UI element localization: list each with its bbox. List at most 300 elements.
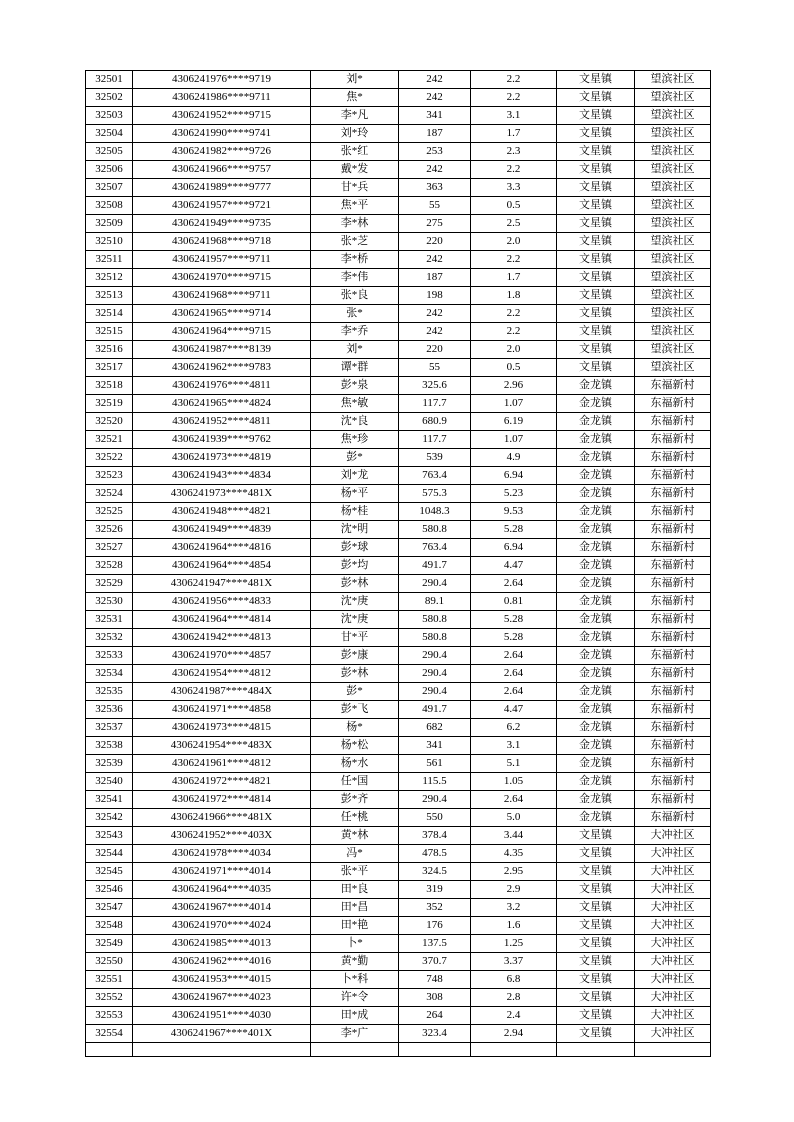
table-row	[86, 809, 711, 827]
amount-cell: 580.8	[399, 629, 471, 647]
ratio-cell: 0.5	[471, 197, 557, 215]
name-cell: 李*伟	[311, 269, 399, 287]
id-number-cell: 4306241962****4016	[133, 953, 311, 971]
amount-cell: 539	[399, 449, 471, 467]
village-cell: 望滨社区	[635, 197, 711, 215]
amount-cell: 176	[399, 917, 471, 935]
town-cell: 金龙镇	[557, 413, 635, 431]
serial-cell: 32501	[86, 71, 133, 89]
name-cell: 彭*	[311, 683, 399, 701]
town-cell: 文星镇	[557, 899, 635, 917]
id-number-cell: 4306241954****483X	[133, 737, 311, 755]
id-number-cell: 4306241967****4014	[133, 899, 311, 917]
ratio-cell: 2.95	[471, 863, 557, 881]
beneficiary-table	[85, 70, 711, 1057]
amount-cell: 341	[399, 107, 471, 125]
serial-cell: 32527	[86, 539, 133, 557]
ratio-cell: 6.2	[471, 719, 557, 737]
id-number-cell: 4306241939****9762	[133, 431, 311, 449]
village-cell: 大冲社区	[635, 827, 711, 845]
amount-cell: 290.4	[399, 791, 471, 809]
ratio-cell: 1.05	[471, 773, 557, 791]
table-row	[86, 107, 711, 125]
village-cell: 望滨社区	[635, 269, 711, 287]
id-number-cell: 4306241954****4812	[133, 665, 311, 683]
town-cell: 文星镇	[557, 287, 635, 305]
table-row	[86, 827, 711, 845]
amount-cell: 550	[399, 809, 471, 827]
id-number-cell: 4306241987****8139	[133, 341, 311, 359]
id-number-cell: 4306241961****4812	[133, 755, 311, 773]
village-cell: 大冲社区	[635, 971, 711, 989]
id-number-cell: 4306241987****484X	[133, 683, 311, 701]
town-cell: 文星镇	[557, 197, 635, 215]
id-number-cell: 4306241973****4815	[133, 719, 311, 737]
amount-cell: 242	[399, 305, 471, 323]
name-cell: 彭*飞	[311, 701, 399, 719]
ratio-cell: 2.0	[471, 233, 557, 251]
id-number-cell: 4306241947****481X	[133, 575, 311, 593]
id-number-cell: 4306241952****4811	[133, 413, 311, 431]
village-cell: 东福新村	[635, 575, 711, 593]
serial-cell: 32553	[86, 1007, 133, 1025]
amount-cell: 308	[399, 989, 471, 1007]
id-number-cell: 4306241972****4814	[133, 791, 311, 809]
empty-cell	[311, 1043, 399, 1057]
name-cell: 彭*均	[311, 557, 399, 575]
table-row	[86, 683, 711, 701]
village-cell: 东福新村	[635, 755, 711, 773]
table-row	[86, 485, 711, 503]
name-cell: 刘*玲	[311, 125, 399, 143]
serial-cell: 32530	[86, 593, 133, 611]
serial-cell: 32547	[86, 899, 133, 917]
name-cell: 李*桥	[311, 251, 399, 269]
table-row	[86, 359, 711, 377]
serial-cell: 32536	[86, 701, 133, 719]
id-number-cell: 4306241976****4811	[133, 377, 311, 395]
table-row	[86, 323, 711, 341]
id-number-cell: 4306241951****4030	[133, 1007, 311, 1025]
village-cell: 望滨社区	[635, 215, 711, 233]
town-cell: 文星镇	[557, 251, 635, 269]
village-cell: 东福新村	[635, 521, 711, 539]
table-row	[86, 791, 711, 809]
name-cell: 沈*明	[311, 521, 399, 539]
serial-cell: 32504	[86, 125, 133, 143]
serial-cell: 32517	[86, 359, 133, 377]
table-row	[86, 701, 711, 719]
serial-cell: 32549	[86, 935, 133, 953]
serial-cell: 32539	[86, 755, 133, 773]
id-number-cell: 4306241964****9715	[133, 323, 311, 341]
table-row	[86, 1025, 711, 1043]
table-row	[86, 143, 711, 161]
table-row	[86, 737, 711, 755]
ratio-cell: 6.94	[471, 467, 557, 485]
village-cell: 东福新村	[635, 431, 711, 449]
amount-cell: 763.4	[399, 539, 471, 557]
table-row	[86, 863, 711, 881]
amount-cell: 242	[399, 89, 471, 107]
ratio-cell: 5.0	[471, 809, 557, 827]
town-cell: 金龙镇	[557, 395, 635, 413]
name-cell: 沈*庚	[311, 593, 399, 611]
ratio-cell: 1.7	[471, 125, 557, 143]
serial-cell: 32516	[86, 341, 133, 359]
village-cell: 大冲社区	[635, 899, 711, 917]
amount-cell: 253	[399, 143, 471, 161]
serial-cell: 32543	[86, 827, 133, 845]
town-cell: 金龙镇	[557, 755, 635, 773]
town-cell: 金龙镇	[557, 377, 635, 395]
village-cell: 望滨社区	[635, 341, 711, 359]
town-cell: 金龙镇	[557, 467, 635, 485]
name-cell: 焦*敏	[311, 395, 399, 413]
name-cell: 张*红	[311, 143, 399, 161]
serial-cell: 32510	[86, 233, 133, 251]
town-cell: 文星镇	[557, 917, 635, 935]
name-cell: 田*良	[311, 881, 399, 899]
ratio-cell: 2.3	[471, 143, 557, 161]
name-cell: 杨*	[311, 719, 399, 737]
id-number-cell: 4306241964****4035	[133, 881, 311, 899]
ratio-cell: 4.47	[471, 701, 557, 719]
amount-cell: 187	[399, 125, 471, 143]
village-cell: 大冲社区	[635, 989, 711, 1007]
name-cell: 李*乔	[311, 323, 399, 341]
serial-cell: 32515	[86, 323, 133, 341]
village-cell: 望滨社区	[635, 323, 711, 341]
village-cell: 大冲社区	[635, 845, 711, 863]
village-cell: 大冲社区	[635, 1025, 711, 1043]
town-cell: 文星镇	[557, 845, 635, 863]
amount-cell: 370.7	[399, 953, 471, 971]
ratio-cell: 6.19	[471, 413, 557, 431]
id-number-cell: 4306241956****4833	[133, 593, 311, 611]
amount-cell: 580.8	[399, 611, 471, 629]
town-cell: 文星镇	[557, 881, 635, 899]
name-cell: 卜*科	[311, 971, 399, 989]
table-row	[86, 305, 711, 323]
serial-cell: 32535	[86, 683, 133, 701]
name-cell: 张*芝	[311, 233, 399, 251]
name-cell: 彭*球	[311, 539, 399, 557]
town-cell: 文星镇	[557, 179, 635, 197]
name-cell: 沈*良	[311, 413, 399, 431]
amount-cell: 680.9	[399, 413, 471, 431]
table-row	[86, 1007, 711, 1025]
town-cell: 文星镇	[557, 89, 635, 107]
village-cell: 大冲社区	[635, 881, 711, 899]
village-cell: 望滨社区	[635, 143, 711, 161]
id-number-cell: 4306241968****9718	[133, 233, 311, 251]
empty-cell	[635, 1043, 711, 1057]
serial-cell: 32545	[86, 863, 133, 881]
amount-cell: 55	[399, 197, 471, 215]
village-cell: 东福新村	[635, 557, 711, 575]
table-row	[86, 341, 711, 359]
id-number-cell: 4306241970****4024	[133, 917, 311, 935]
serial-cell: 32544	[86, 845, 133, 863]
serial-cell: 32502	[86, 89, 133, 107]
name-cell: 李*凡	[311, 107, 399, 125]
serial-cell: 32524	[86, 485, 133, 503]
ratio-cell: 1.7	[471, 269, 557, 287]
id-number-cell: 4306241962****9783	[133, 359, 311, 377]
village-cell: 大冲社区	[635, 935, 711, 953]
ratio-cell: 2.64	[471, 791, 557, 809]
name-cell: 田*成	[311, 1007, 399, 1025]
table-row	[86, 197, 711, 215]
serial-cell: 32552	[86, 989, 133, 1007]
ratio-cell: 2.2	[471, 71, 557, 89]
amount-cell: 378.4	[399, 827, 471, 845]
serial-cell: 32509	[86, 215, 133, 233]
serial-cell: 32512	[86, 269, 133, 287]
id-number-cell: 4306241970****4857	[133, 647, 311, 665]
town-cell: 文星镇	[557, 827, 635, 845]
id-number-cell: 4306241976****9719	[133, 71, 311, 89]
table-row	[86, 647, 711, 665]
table-row	[86, 71, 711, 89]
serial-cell: 32554	[86, 1025, 133, 1043]
ratio-cell: 2.64	[471, 665, 557, 683]
id-number-cell: 4306241973****481X	[133, 485, 311, 503]
amount-cell: 264	[399, 1007, 471, 1025]
empty-cell	[133, 1043, 311, 1057]
amount-cell: 324.5	[399, 863, 471, 881]
table-row	[86, 935, 711, 953]
serial-cell: 32508	[86, 197, 133, 215]
table-body	[86, 71, 711, 1057]
name-cell: 焦*珍	[311, 431, 399, 449]
serial-cell: 32546	[86, 881, 133, 899]
ratio-cell: 5.28	[471, 611, 557, 629]
id-number-cell: 4306241964****4814	[133, 611, 311, 629]
serial-cell: 32550	[86, 953, 133, 971]
amount-cell: 323.4	[399, 1025, 471, 1043]
ratio-cell: 1.07	[471, 395, 557, 413]
ratio-cell: 1.25	[471, 935, 557, 953]
ratio-cell: 5.1	[471, 755, 557, 773]
serial-cell: 32525	[86, 503, 133, 521]
town-cell: 金龙镇	[557, 719, 635, 737]
id-number-cell: 4306241964****4816	[133, 539, 311, 557]
town-cell: 文星镇	[557, 863, 635, 881]
id-number-cell: 4306241965****4824	[133, 395, 311, 413]
table-row	[86, 773, 711, 791]
ratio-cell: 2.64	[471, 647, 557, 665]
ratio-cell: 3.2	[471, 899, 557, 917]
serial-cell: 32505	[86, 143, 133, 161]
empty-cell	[86, 1043, 133, 1057]
ratio-cell: 4.35	[471, 845, 557, 863]
village-cell: 东福新村	[635, 539, 711, 557]
village-cell: 大冲社区	[635, 1007, 711, 1025]
id-number-cell: 4306241985****4013	[133, 935, 311, 953]
id-number-cell: 4306241949****4839	[133, 521, 311, 539]
ratio-cell: 3.3	[471, 179, 557, 197]
table-row	[86, 503, 711, 521]
serial-cell: 32523	[86, 467, 133, 485]
id-number-cell: 4306241966****481X	[133, 809, 311, 827]
ratio-cell: 4.47	[471, 557, 557, 575]
table-row	[86, 881, 711, 899]
name-cell: 杨*桂	[311, 503, 399, 521]
table-row	[86, 611, 711, 629]
name-cell: 彭*康	[311, 647, 399, 665]
village-cell: 东福新村	[635, 665, 711, 683]
ratio-cell: 2.4	[471, 1007, 557, 1025]
id-number-cell: 4306241968****9711	[133, 287, 311, 305]
amount-cell: 491.7	[399, 557, 471, 575]
table-row	[86, 953, 711, 971]
ratio-cell: 2.2	[471, 161, 557, 179]
village-cell: 东福新村	[635, 773, 711, 791]
amount-cell: 290.4	[399, 575, 471, 593]
village-cell: 望滨社区	[635, 305, 711, 323]
table-row	[86, 377, 711, 395]
village-cell: 东福新村	[635, 413, 711, 431]
serial-cell: 32503	[86, 107, 133, 125]
amount-cell: 491.7	[399, 701, 471, 719]
name-cell: 任*桃	[311, 809, 399, 827]
serial-cell: 32514	[86, 305, 133, 323]
name-cell: 田*昌	[311, 899, 399, 917]
ratio-cell: 4.9	[471, 449, 557, 467]
ratio-cell: 3.1	[471, 737, 557, 755]
amount-cell: 575.3	[399, 485, 471, 503]
village-cell: 东福新村	[635, 467, 711, 485]
village-cell: 东福新村	[635, 377, 711, 395]
table-row	[86, 215, 711, 233]
serial-cell: 32526	[86, 521, 133, 539]
village-cell: 东福新村	[635, 719, 711, 737]
empty-cell	[471, 1043, 557, 1057]
table-row	[86, 395, 711, 413]
name-cell: 戴*发	[311, 161, 399, 179]
empty-row	[86, 1043, 711, 1057]
name-cell: 杨*松	[311, 737, 399, 755]
amount-cell: 290.4	[399, 647, 471, 665]
table-row	[86, 899, 711, 917]
table-row	[86, 557, 711, 575]
id-number-cell: 4306241990****9741	[133, 125, 311, 143]
village-cell: 望滨社区	[635, 71, 711, 89]
amount-cell: 198	[399, 287, 471, 305]
village-cell: 大冲社区	[635, 863, 711, 881]
amount-cell: 117.7	[399, 431, 471, 449]
name-cell: 李*林	[311, 215, 399, 233]
town-cell: 金龙镇	[557, 557, 635, 575]
id-number-cell: 4306241957****9711	[133, 251, 311, 269]
town-cell: 金龙镇	[557, 431, 635, 449]
name-cell: 彭*林	[311, 665, 399, 683]
id-number-cell: 4306241970****9715	[133, 269, 311, 287]
ratio-cell: 0.81	[471, 593, 557, 611]
ratio-cell: 6.8	[471, 971, 557, 989]
empty-cell	[399, 1043, 471, 1057]
ratio-cell: 3.37	[471, 953, 557, 971]
village-cell: 东福新村	[635, 791, 711, 809]
table-row	[86, 575, 711, 593]
id-number-cell: 4306241973****4819	[133, 449, 311, 467]
ratio-cell: 2.2	[471, 251, 557, 269]
name-cell: 杨*平	[311, 485, 399, 503]
amount-cell: 117.7	[399, 395, 471, 413]
id-number-cell: 4306241957****9721	[133, 197, 311, 215]
table-row	[86, 449, 711, 467]
town-cell: 金龙镇	[557, 737, 635, 755]
town-cell: 文星镇	[557, 323, 635, 341]
serial-cell: 32522	[86, 449, 133, 467]
ratio-cell: 6.94	[471, 539, 557, 557]
ratio-cell: 2.5	[471, 215, 557, 233]
serial-cell: 32534	[86, 665, 133, 683]
serial-cell: 32521	[86, 431, 133, 449]
name-cell: 刘*龙	[311, 467, 399, 485]
village-cell: 东福新村	[635, 701, 711, 719]
town-cell: 金龙镇	[557, 701, 635, 719]
town-cell: 金龙镇	[557, 683, 635, 701]
ratio-cell: 3.44	[471, 827, 557, 845]
name-cell: 彭*齐	[311, 791, 399, 809]
ratio-cell: 2.8	[471, 989, 557, 1007]
amount-cell: 682	[399, 719, 471, 737]
amount-cell: 325.6	[399, 377, 471, 395]
village-cell: 大冲社区	[635, 953, 711, 971]
village-cell: 望滨社区	[635, 179, 711, 197]
amount-cell: 242	[399, 161, 471, 179]
id-number-cell: 4306241949****9735	[133, 215, 311, 233]
id-number-cell: 4306241972****4821	[133, 773, 311, 791]
town-cell: 金龙镇	[557, 773, 635, 791]
serial-cell: 32551	[86, 971, 133, 989]
table-row	[86, 989, 711, 1007]
amount-cell: 242	[399, 251, 471, 269]
serial-cell: 32533	[86, 647, 133, 665]
amount-cell: 115.5	[399, 773, 471, 791]
town-cell: 文星镇	[557, 215, 635, 233]
ratio-cell: 3.1	[471, 107, 557, 125]
ratio-cell: 0.5	[471, 359, 557, 377]
name-cell: 甘*兵	[311, 179, 399, 197]
town-cell: 文星镇	[557, 989, 635, 1007]
name-cell: 张*	[311, 305, 399, 323]
table-row	[86, 755, 711, 773]
table-row	[86, 125, 711, 143]
ratio-cell: 2.2	[471, 323, 557, 341]
serial-cell: 32537	[86, 719, 133, 737]
ratio-cell: 1.6	[471, 917, 557, 935]
name-cell: 彭*林	[311, 575, 399, 593]
ratio-cell: 2.9	[471, 881, 557, 899]
name-cell: 沈*庚	[311, 611, 399, 629]
town-cell: 文星镇	[557, 125, 635, 143]
serial-cell: 32540	[86, 773, 133, 791]
town-cell: 文星镇	[557, 953, 635, 971]
village-cell: 东福新村	[635, 629, 711, 647]
id-number-cell: 4306241982****9726	[133, 143, 311, 161]
ratio-cell: 1.07	[471, 431, 557, 449]
ratio-cell: 2.0	[471, 341, 557, 359]
amount-cell: 341	[399, 737, 471, 755]
name-cell: 彭*	[311, 449, 399, 467]
ratio-cell: 5.23	[471, 485, 557, 503]
amount-cell: 242	[399, 71, 471, 89]
table-row	[86, 521, 711, 539]
